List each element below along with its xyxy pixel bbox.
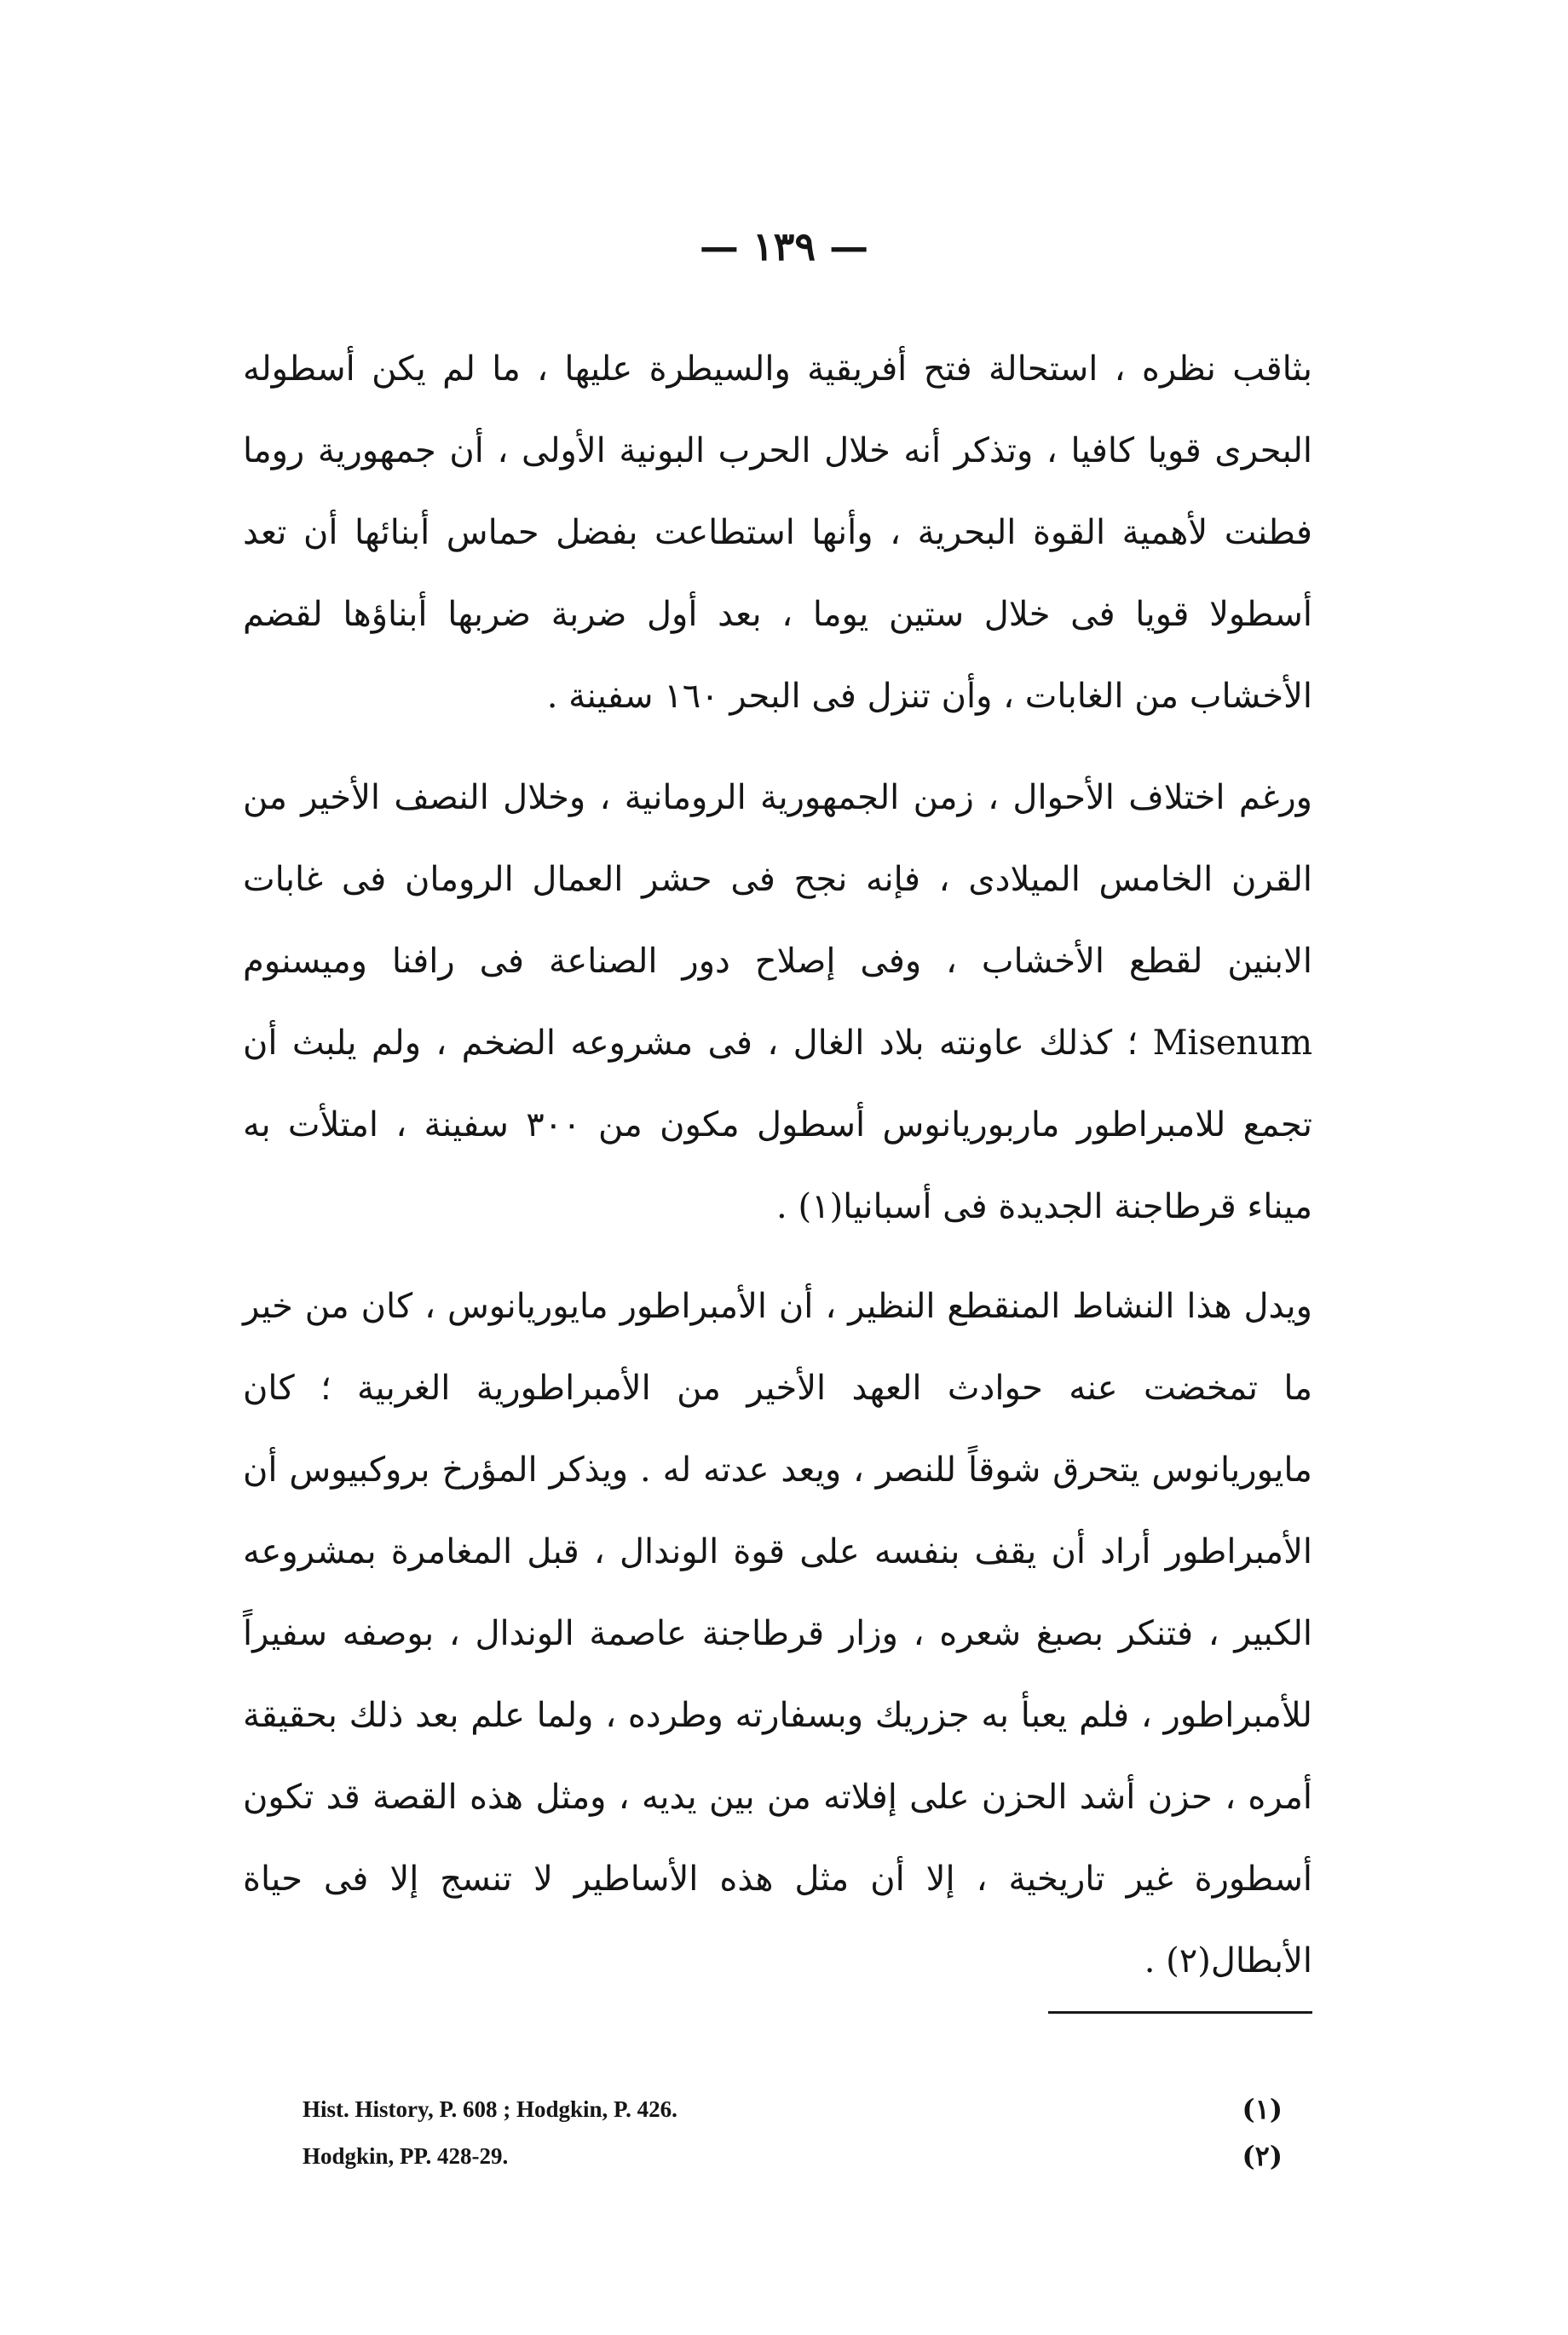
page-number: — ١٣٩ — [699,223,869,269]
footnote-1-marker: (١) [1242,2093,1283,2125]
paragraph-3: ويدل هذا النشاط المنقطع النظير ، أن الأمبراطور مايوريانوس ، كان من خير ما تمخضت عنه حوادث العهد الأخير من الأمبراطورية الغربية ؛ كان مايوريانوس يتحرق شوقاً للنصر ، ويعد عدته له . ويذكر المؤرخ بروكبيوس أن الأمبراطور أراد أن يقف بنفسه على قوة الوندال ، قبل المغامرة بمشروعه الكبير ، فتنكر بصبغ شعره ، وزار قرطاجنة عاصمة الوندال ، بوصفه سفيراً للأمبراطور ، فلم يعبأ به جزريك وبسفارته وطرده ، ولما علم بعد ذلك بحقيقة أمره ، حزن أشد الحزن على إفلاته من بين يديه ، ومثل هذه القصة قد تكون أسطورة غير تاريخية ، إلا أن مثل هذه الأساطير لا تنسج إلا فى حياة الأبطال(٢) . [243,1287,1312,1980]
paragraph-2: ورغم اختلاف الأحوال ، زمن الجمهورية الرومانية ، وخلال النصف الأخير من القرن الخامس الميلادى ، فإنه نجح فى حشر العمال الرومان فى غابات الابنين لقطع الأخشاب ، وفى إصلاح دور الصناعة فى رافنا وميسنوم Misenum ؛ كذلك عاونته بلاد الغال ، فى مشروعه الضخم ، ولم يلبث أن تجمع للامبراطور ماربوريانوس أسطول مكون من ٣٠٠ سفينة ، امتلأت به ميناء قرطاجنة الجديدة فى أسبانيا(١) . [243,778,1312,1226]
paragraph-1: بثاقب نظره ، استحالة فتح أفريقية والسيطرة عليها ، ما لم يكن أسطوله البحرى قويا كافيا ، وتذكر أنه خلال الحرب البونية الأولى ، أن جمهورية روما فطنت لأهمية القوة البحرية ، وأنها استطاعت بفضل حماس أبنائها أن تعد أسطولا قويا فى خلال ستين يوما ، بعد أول ضربة ضربها أبناؤها لقضم الأخشاب من الغابات ، وأن تنزل فى البحر ١٦٠ سفينة . [243,349,1312,716]
footnote-2-reference: Hodgkin, PP. 428-29. [303,2143,509,2169]
footnote-1 [303,2093,1283,2148]
footnote-2 [303,2140,1283,2194]
footnote-2-marker: (٢) [1242,2140,1283,2172]
footnote-1-reference: Hist. History, P. 608 ; Hodgkin, P. 426. [303,2096,677,2122]
footnote-divider [1048,2011,1312,2014]
